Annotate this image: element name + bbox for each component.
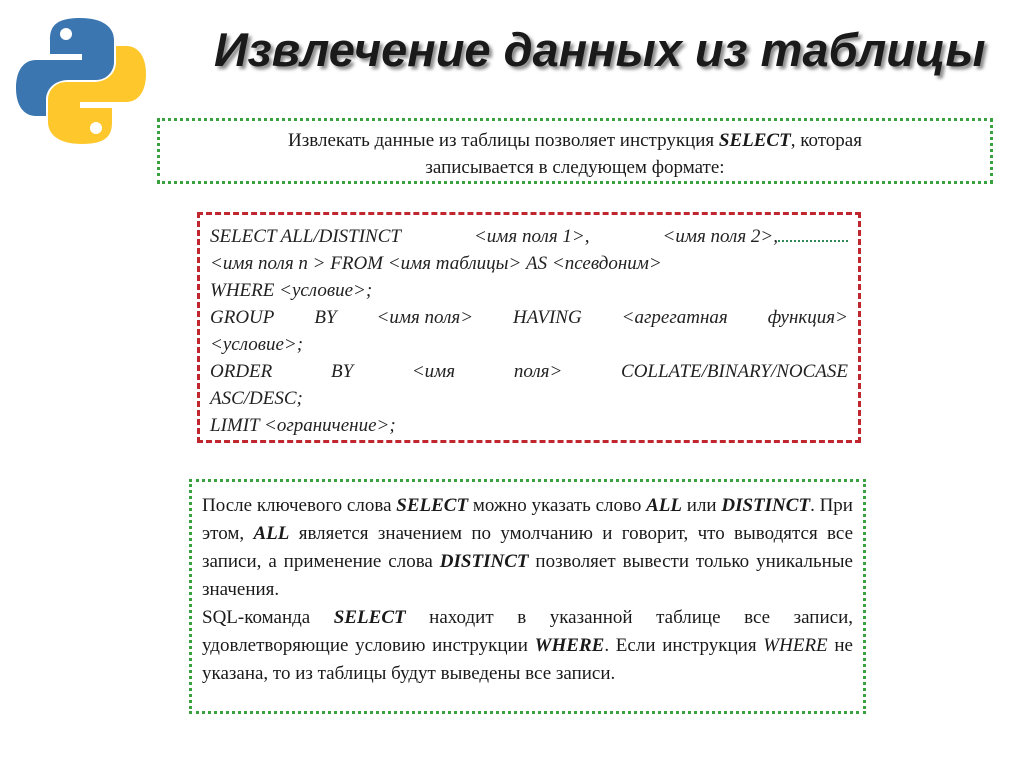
syntax-line-1: SELECT ALL/DISTINCT <имя поля 1>, <имя поля 2>, (210, 223, 848, 250)
page-title: Извлечение данных из таблицы (214, 23, 986, 76)
spellcheck-squiggle (778, 228, 848, 242)
syntax-line-5: <условие>; (210, 334, 304, 355)
syntax-line-2: <имя поля n > FROM <имя таблицы> AS <псевдоним> (210, 253, 662, 274)
select-keyword: SELECT (718, 130, 791, 151)
syntax-line-4: GROUP BY <имя поля> HAVING <агрегатная функция> (210, 307, 848, 328)
syntax-line-7: ASC/DESC; (210, 388, 303, 409)
description-paragraph-2: SQL-команда SELECT находит в указанной таблице все записи, удовлетворяющие условию инструкции WHERE. Если инструкция WHERE не указана, то из таблицы будут выведены все записи. (202, 607, 853, 684)
python-logo-icon (14, 14, 148, 148)
syntax-box (197, 212, 861, 443)
description-box (189, 479, 866, 714)
syntax-line-8: LIMIT <ограничение>; (210, 415, 396, 436)
intro-line-2: записывается в следующем формате: (425, 157, 725, 178)
description-paragraph-1: После ключевого слова SELECT можно указать слово ALL или DISTINCT. При этом, ALL является значением по умолчанию и говорит, что выводятся все записи, а применение слова DISTINCT позволяет вывести только уникальные значения. (202, 495, 853, 600)
syntax-line-6: ORDER BY <имя поля> COLLATE/BINARY/NOCASE (210, 361, 848, 382)
intro-box (157, 118, 993, 184)
syntax-line-3: WHERE <условие>; (210, 280, 373, 301)
intro-line-1: Извлекать данные из таблицы позволяет инструкция SELECT, которая (288, 130, 862, 151)
